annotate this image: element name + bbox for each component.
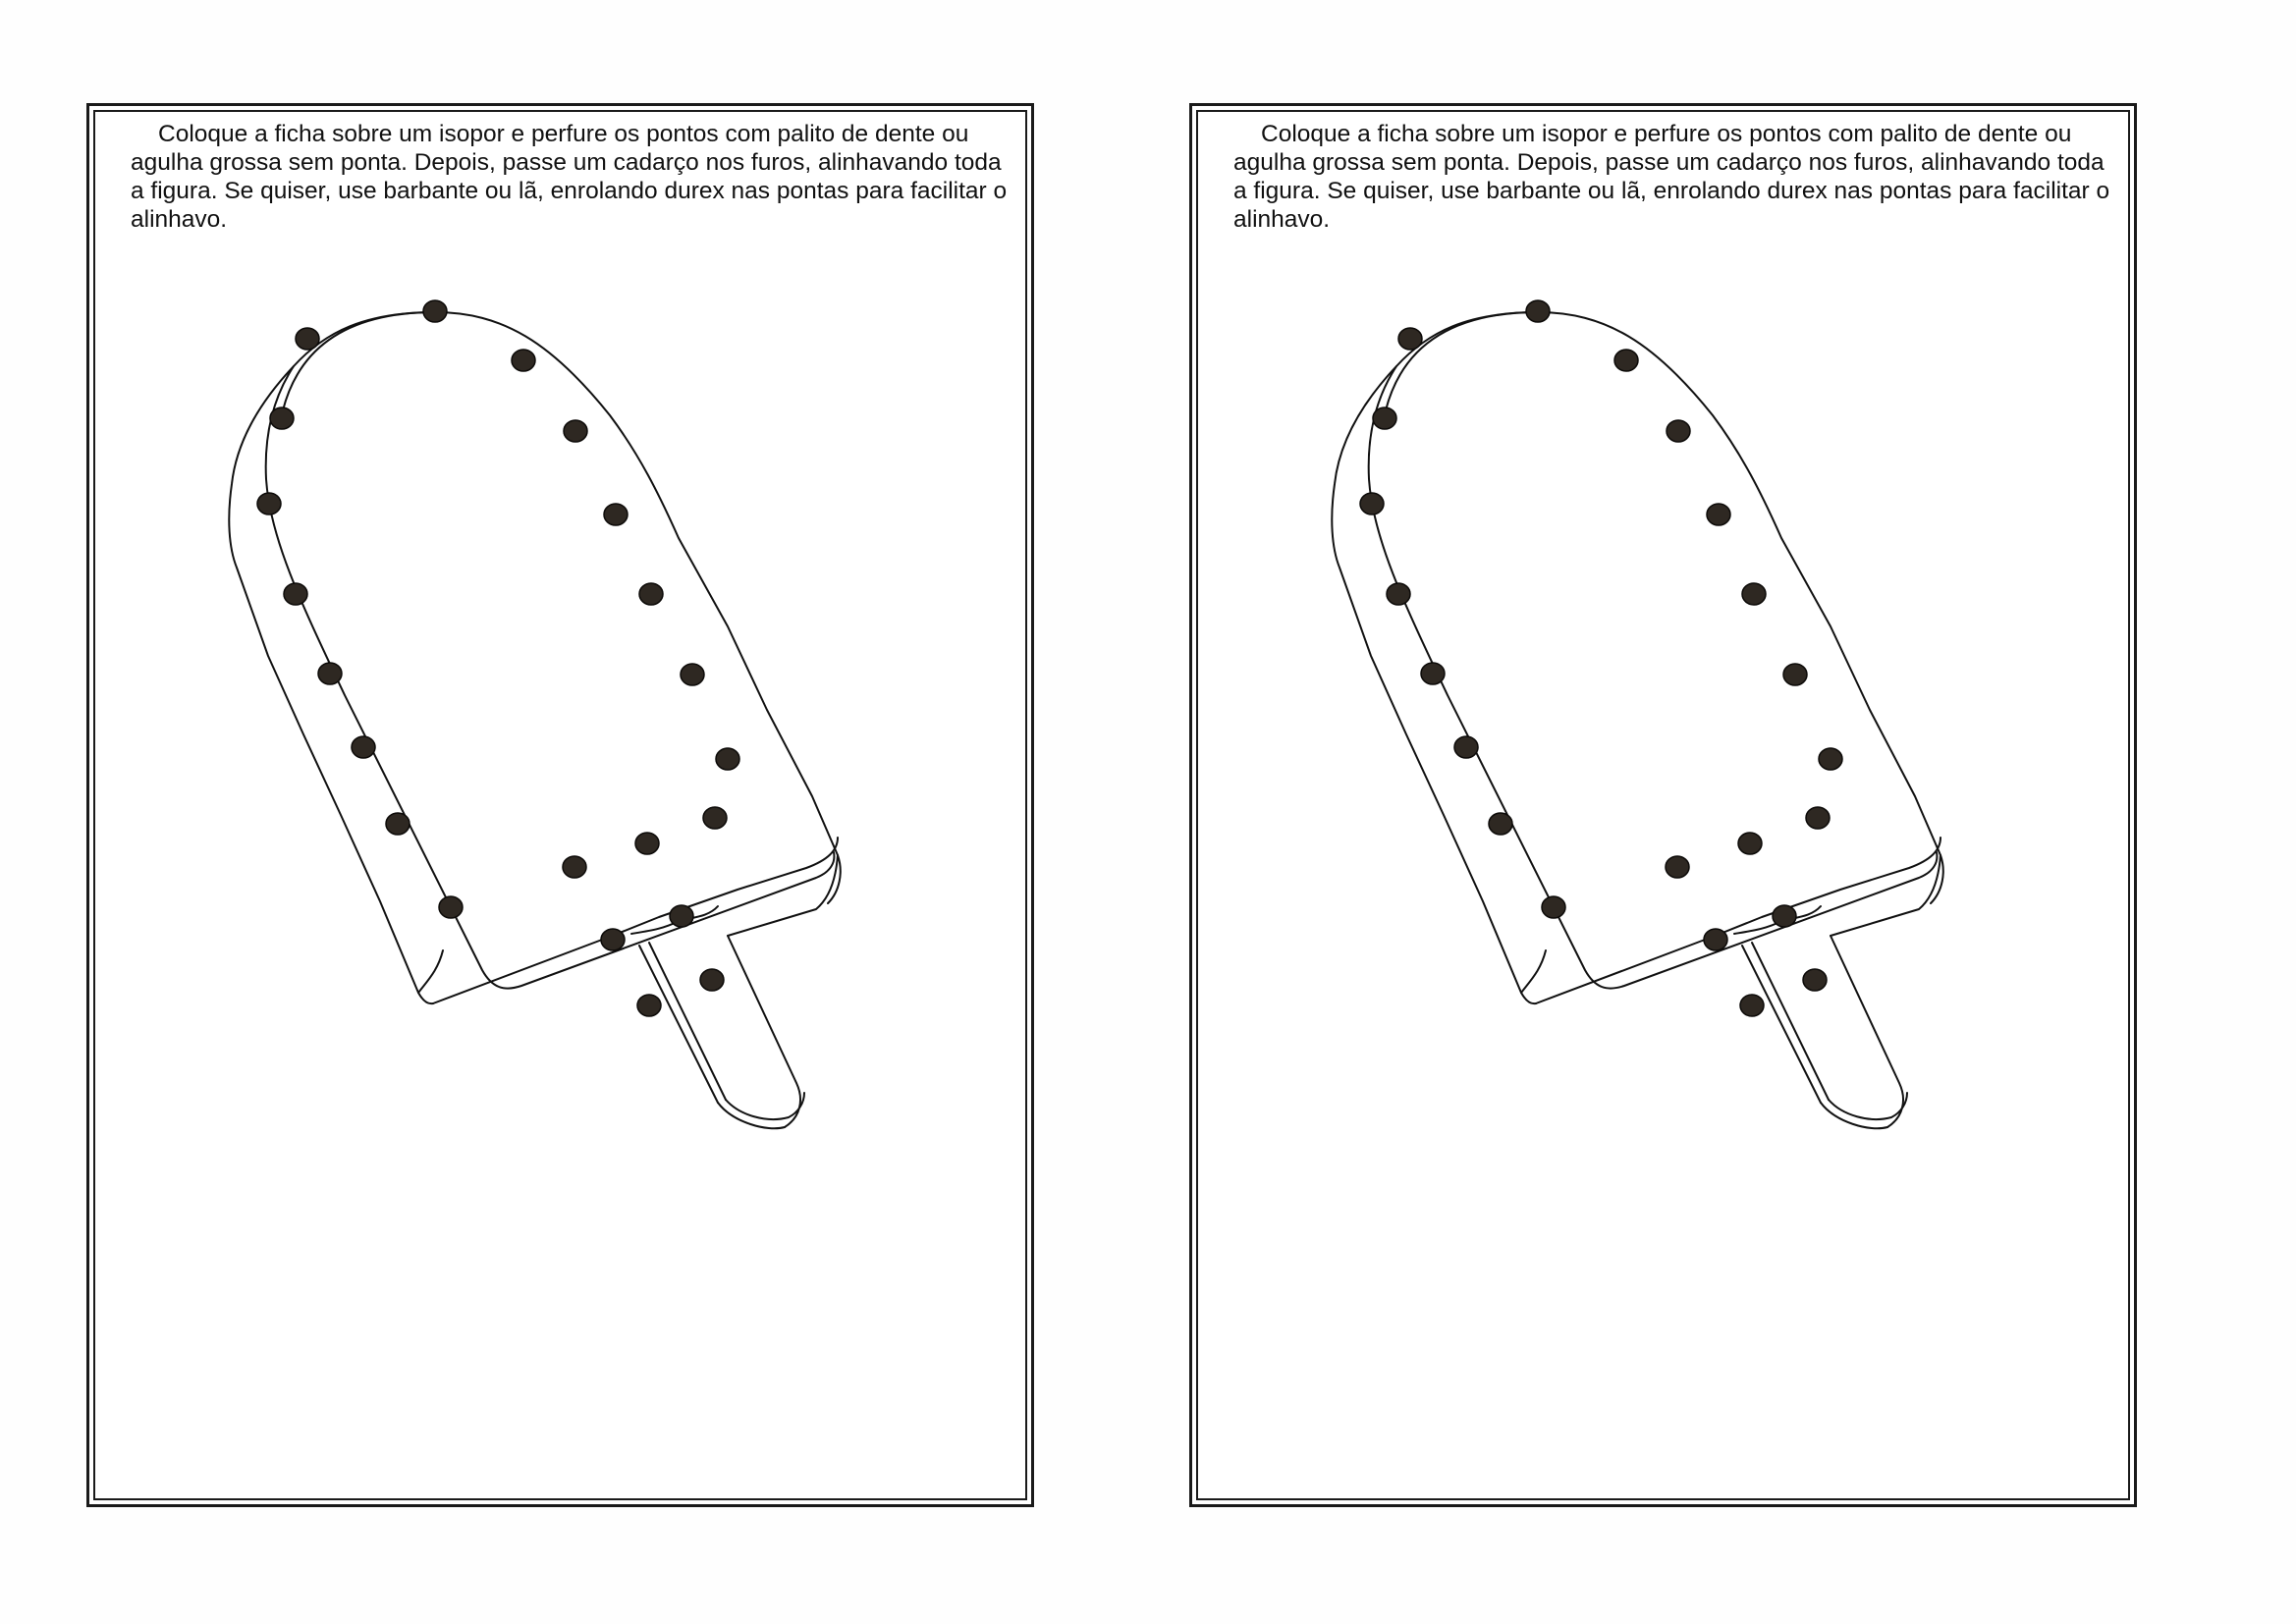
- lacing-hole-dot: [318, 663, 342, 684]
- lacing-hole-dot: [296, 328, 319, 350]
- popsicle-outline-stroke: [1521, 950, 1546, 993]
- lacing-hole-dot: [703, 807, 727, 829]
- lacing-hole-dot: [700, 969, 724, 991]
- lacing-hole-dot: [1742, 583, 1766, 605]
- lacing-hole-dot: [270, 407, 294, 429]
- lacing-hole-dot: [1360, 493, 1384, 514]
- lacing-hole-dot: [1526, 300, 1550, 322]
- lacing-hole-dot: [1783, 664, 1807, 685]
- lacing-hole-dot: [604, 504, 628, 525]
- lacing-hole-dot: [639, 583, 663, 605]
- lacing-hole-dot: [1387, 583, 1410, 605]
- lacing-hole-dot: [635, 833, 659, 854]
- lacing-hole-dot: [1421, 663, 1445, 684]
- popsicle-outline-stroke: [728, 936, 800, 1127]
- popsicle-outline-stroke: [418, 950, 443, 993]
- popsicle-outline-stroke: [726, 1093, 804, 1119]
- lacing-hole-dot: [1707, 504, 1730, 525]
- popsicle-outline-stroke: [649, 943, 726, 1100]
- popsicle-outline-stroke: [1386, 312, 1943, 903]
- popsicle-outline-stroke: [1831, 936, 1903, 1127]
- popsicle-outline-stroke: [1831, 855, 1941, 936]
- lacing-hole-dot: [637, 995, 661, 1016]
- lacing-hole-dot: [1373, 407, 1396, 429]
- popsicle-icon: [89, 106, 1037, 1510]
- lacing-hole-dot: [1738, 833, 1762, 854]
- lacing-hole-dot: [439, 896, 463, 918]
- popsicle-outline-stroke: [1752, 943, 1829, 1100]
- lacing-hole-dot: [352, 736, 375, 758]
- popsicle-outline-stroke: [229, 312, 435, 1003]
- lacing-hole-dot: [1454, 736, 1478, 758]
- lacing-hole-dot: [1542, 896, 1565, 918]
- lacing-hole-dot: [1740, 995, 1764, 1016]
- lacing-hole-dot: [1819, 748, 1842, 770]
- popsicle-icon: [1192, 106, 2140, 1510]
- popsicle-outline-stroke: [1332, 312, 1538, 1003]
- lacing-hole-dot: [1489, 813, 1512, 835]
- lacing-hole-dot: [681, 664, 704, 685]
- lacing-card-left: [86, 103, 1034, 1507]
- lacing-hole-dot: [601, 929, 625, 950]
- lacing-hole-dot: [670, 905, 693, 927]
- lacing-hole-dot: [1806, 807, 1830, 829]
- lacing-hole-dot: [512, 350, 535, 371]
- lacing-hole-dot: [1666, 856, 1689, 878]
- popsicle-outline-stroke: [1369, 366, 1938, 989]
- lacing-hole-dot: [716, 748, 739, 770]
- popsicle-outline-stroke: [639, 946, 718, 1103]
- lacing-hole-dot: [1803, 969, 1827, 991]
- instructions-text: Coloque a ficha sobre um isopor e perfure os pontos com palito de dente ou agulha grossa sem ponta. Depois, passe um cadarço nos furos, alinhavando toda a figura. Se quiser, use barbante ou lã, enrolando durex nas pontas para facilitar o alinhavo.: [1233, 121, 2110, 233]
- lacing-hole-dot: [257, 493, 281, 514]
- lacing-hole-dot: [1614, 350, 1638, 371]
- popsicle-outline-stroke: [1829, 1093, 1907, 1119]
- lacing-hole-dot: [1704, 929, 1727, 950]
- popsicle-outline-stroke: [728, 855, 838, 936]
- popsicle-outline-stroke: [1742, 946, 1821, 1103]
- lacing-card-right: [1189, 103, 2137, 1507]
- lacing-hole-dot: [563, 856, 586, 878]
- popsicle-outline-stroke: [283, 312, 841, 903]
- instructions-text: Coloque a ficha sobre um isopor e perfure os pontos com palito de dente ou agulha grossa sem ponta. Depois, passe um cadarço nos furos, alinhavando toda a figura. Se quiser, use barbante ou lã, enrolando durex nas pontas para facilitar o alinhavo.: [131, 121, 1008, 233]
- lacing-hole-dot: [1773, 905, 1796, 927]
- lacing-hole-dot: [284, 583, 307, 605]
- lacing-hole-dot: [1667, 420, 1690, 442]
- lacing-hole-dot: [1398, 328, 1422, 350]
- lacing-hole-dot: [423, 300, 447, 322]
- popsicle-outline-stroke: [266, 366, 835, 989]
- lacing-hole-dot: [564, 420, 587, 442]
- lacing-hole-dot: [386, 813, 410, 835]
